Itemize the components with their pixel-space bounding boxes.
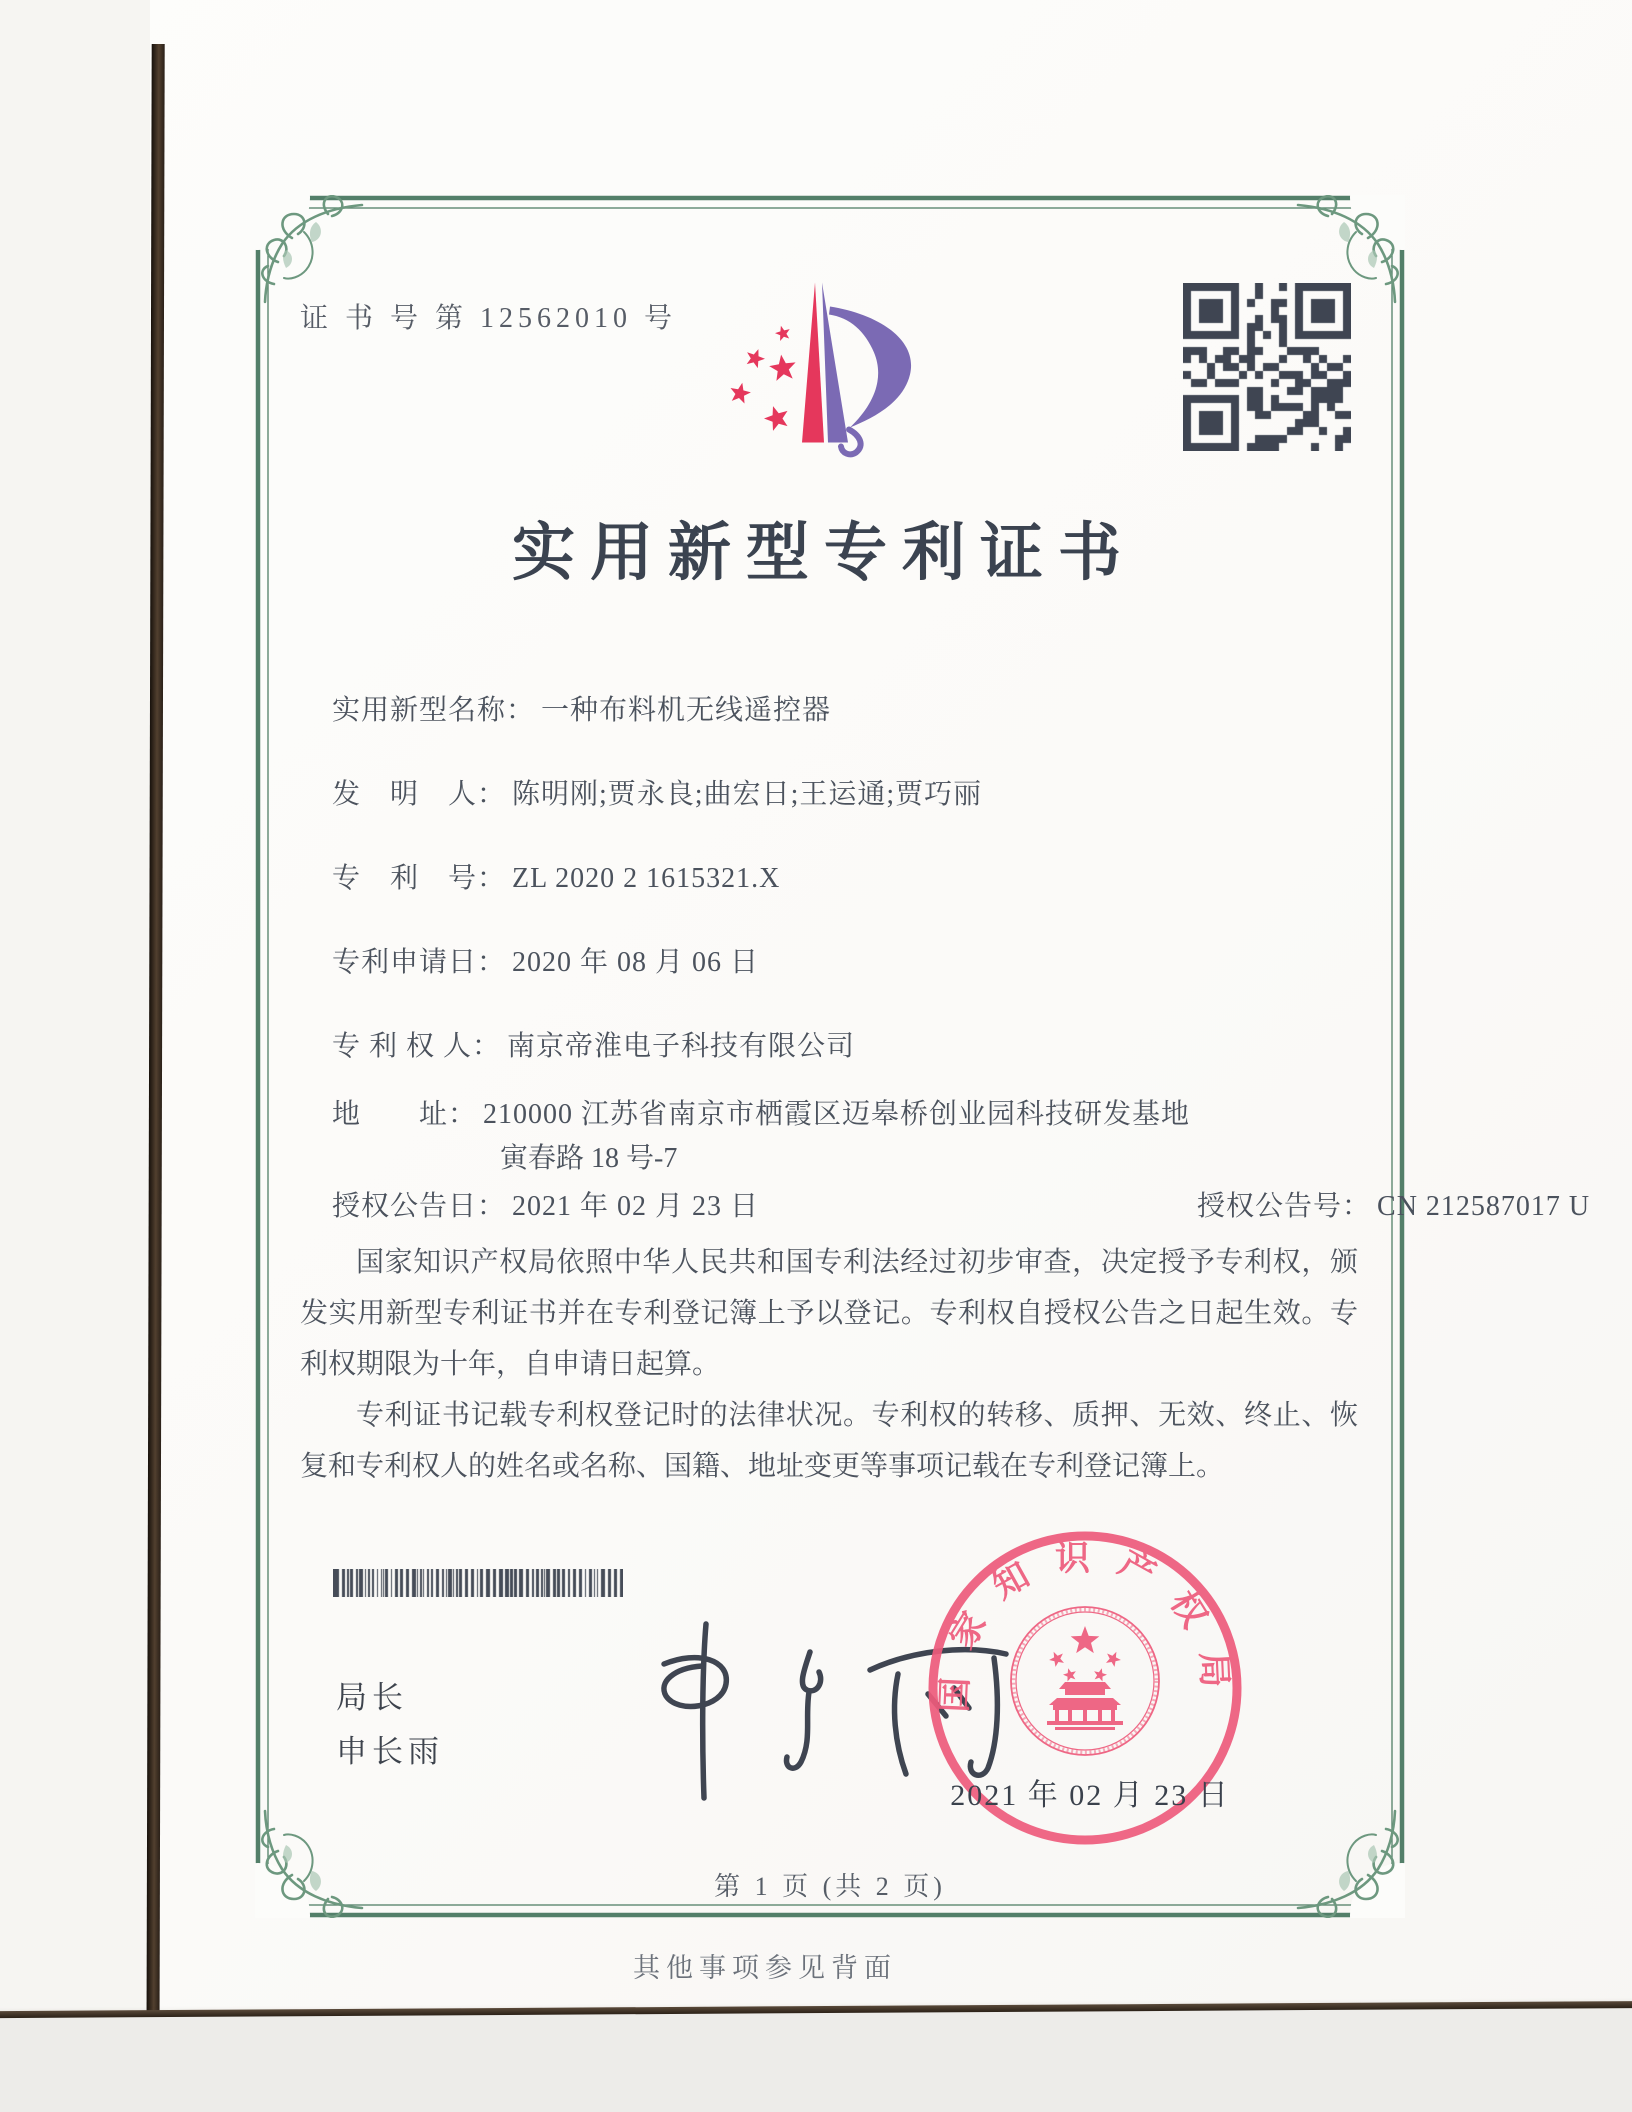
director-name: 申长雨	[336, 1734, 444, 1769]
field-label: 专 利 号：	[332, 863, 507, 894]
field-value: 2020 年 08 月 06 日	[512, 947, 760, 978]
seal-date: 2021 年 02 月 23 日	[950, 1779, 1230, 1812]
legal-paragraph-1: 国家知识产权局依照中华人民共和国专利法经过初步审查，决定授予专利权，颁发实用新型专利证书并在专利登记簿上予以登记。专利权自授权公告之日起生效。专利权期限为十年，自申请日起算。	[300, 1247, 1358, 1380]
field-filing-date	[332, 940, 759, 980]
qr-code	[1183, 283, 1351, 451]
field-address-line2: 寅春路 18 号-7	[500, 1143, 678, 1174]
field-label: 授权公告号：	[1197, 1191, 1372, 1222]
certificate-number: 证 书 号 第 12562010 号	[300, 303, 678, 334]
field-address	[332, 1092, 1190, 1132]
photo-background	[0, 0, 150, 2112]
field-label: 授权公告日：	[332, 1191, 507, 1222]
cnipa-logo-icon	[712, 276, 932, 462]
field-grant-row	[332, 1184, 1591, 1224]
field-value: 2021 年 02 月 23 日	[512, 1191, 760, 1222]
seal-agency-text: 国家知识产权局	[934, 1538, 1236, 1714]
photo-background-bottom	[0, 2008, 1632, 2112]
field-value: CN 212587017 U	[1377, 1191, 1591, 1222]
legal-text	[300, 1237, 1358, 1492]
field-inventors	[332, 772, 982, 812]
field-label: 专利申请日：	[332, 947, 507, 978]
field-patent-number	[332, 856, 780, 896]
field-value: 一种布料机无线遥控器	[541, 695, 832, 726]
field-grant-number	[1197, 1184, 1590, 1224]
field-value: ZL 2020 2 1615321.X	[512, 863, 781, 894]
field-patentee	[332, 1024, 855, 1064]
field-label: 专 利 权 人：	[332, 1031, 502, 1062]
field-value: 南京帝淮电子科技有限公司	[507, 1031, 856, 1062]
legal-paragraph-2: 专利证书记载专利权登记时的法律状况。专利权的转移、质押、无效、终止、恢复和专利权人的姓名或名称、国籍、地址变更等事项记载在专利登记簿上。	[300, 1400, 1358, 1482]
certificate-title: 实用新型专利证书	[512, 518, 1136, 588]
barcode	[333, 1569, 623, 1597]
field-label: 实用新型名称：	[332, 695, 536, 726]
director-title: 局长	[336, 1680, 408, 1715]
page-indicator: 第 1 页 (共 2 页)	[714, 1872, 946, 1901]
footer-note: 其他事项参见背面	[633, 1953, 897, 1983]
field-utility-model-name	[332, 688, 831, 728]
field-label: 发 明 人：	[332, 779, 507, 810]
field-value: 210000 江苏省南京市栖霞区迈皋桥创业园科技研发基地	[483, 1099, 1191, 1130]
field-value: 陈明刚;贾永良;曲宏日;王运通;贾巧丽	[512, 779, 983, 810]
field-label: 地 址：	[332, 1099, 478, 1130]
